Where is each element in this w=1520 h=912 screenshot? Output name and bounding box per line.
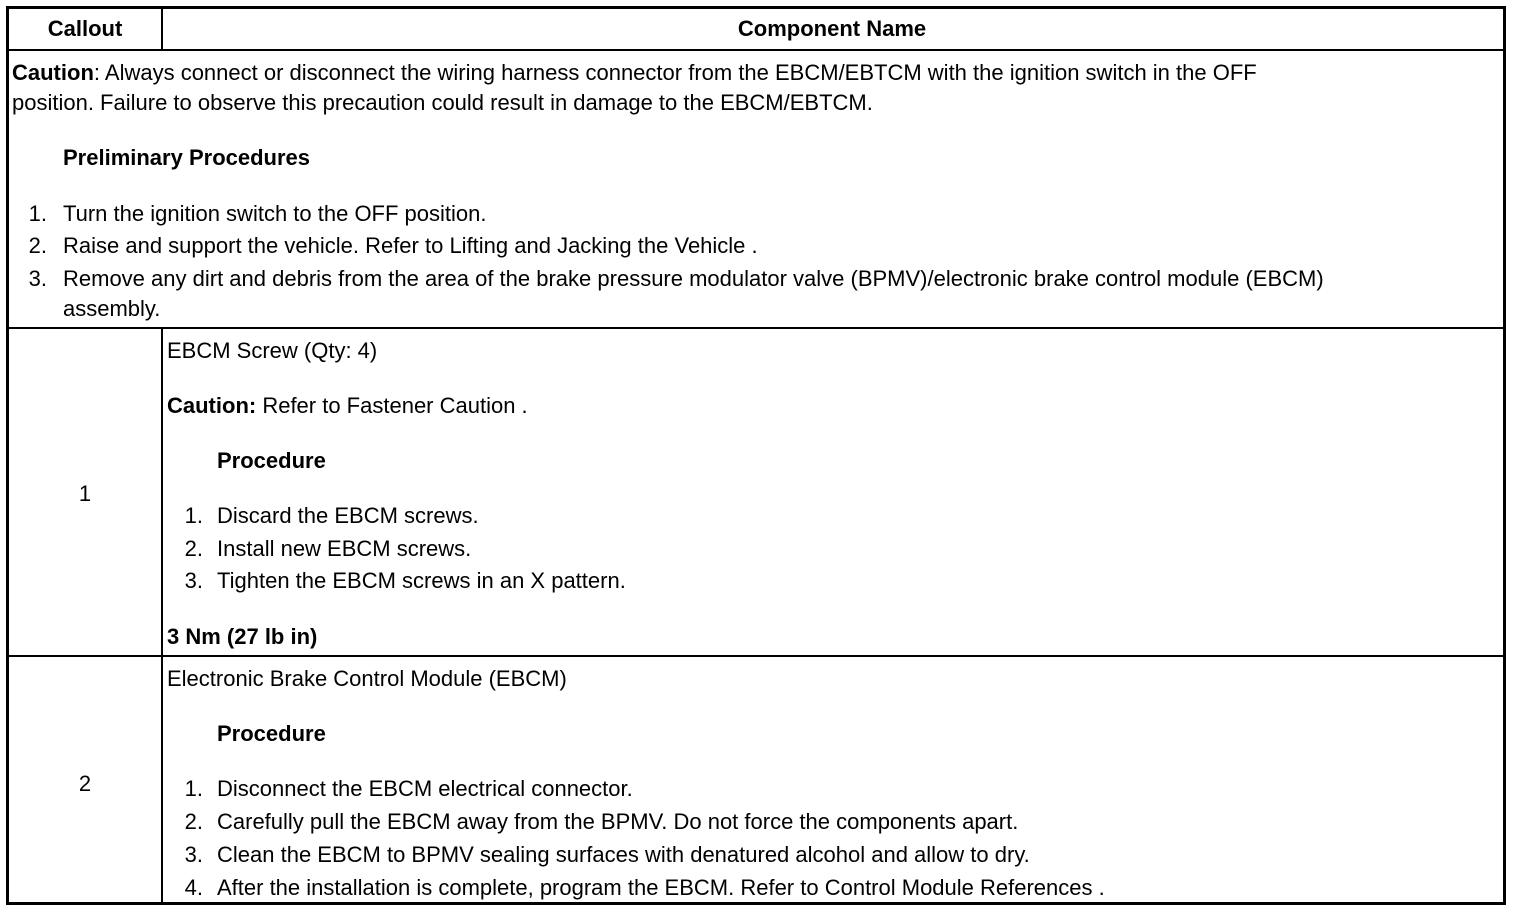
step-number: 1. [184, 776, 203, 801]
step-text: After the installation is complete, program the EBCM. Refer to Control Module References . [217, 875, 1105, 900]
intro-caution-line2: position. Failure to observe this precaution could result in damage to the EBCM/EBTCM. [12, 90, 873, 115]
intro-step-number: 1. [28, 201, 47, 226]
torque-spec: 3 Nm (27 lb in) [167, 624, 318, 649]
intro-step-text-continued: assembly. [63, 296, 161, 321]
intro-caution-text: : Always connect or disconnect the wiring harness connector from the EBCM/EBTCM with the ignition switch in the OFF [93, 60, 1257, 85]
procedure-title: Procedure [217, 448, 326, 473]
procedure-title: Procedure [217, 721, 326, 746]
caution-text: Refer to Fastener Caution . [256, 393, 528, 418]
callout-column-divider [161, 327, 163, 902]
header-divider [9, 49, 1503, 51]
preliminary-procedures-title: Preliminary Procedures [63, 145, 311, 170]
intro-step-number: 2. [28, 233, 47, 258]
step-number: 3. [184, 842, 203, 867]
row1-divider [9, 655, 1503, 657]
step-text: Install new EBCM screws. [217, 536, 472, 561]
step-text: Disconnect the EBCM electrical connector. [217, 776, 633, 801]
step-number: 1. [184, 503, 203, 528]
step-text: Clean the EBCM to BPMV sealing surfaces with denatured alcohol and allow to dry. [217, 842, 1030, 867]
step-text: Discard the EBCM screws. [217, 503, 479, 528]
step-number: 2. [184, 536, 203, 561]
header-callout: Callout [47, 16, 123, 41]
procedure-table [6, 6, 1506, 905]
step-number: 3. [184, 568, 203, 593]
step-text: Tighten the EBCM screws in an X pattern. [217, 568, 626, 593]
component-name: EBCM Screw (Qty: 4) [167, 338, 378, 363]
intro-divider [9, 327, 1503, 329]
step-text: Carefully pull the EBCM away from the BPMV. Do not force the components apart. [217, 809, 1019, 834]
step-number: 2. [184, 809, 203, 834]
callout-number: 2 [78, 771, 92, 796]
intro-step-text: Turn the ignition switch to the OFF position. [63, 201, 487, 226]
intro-step-number: 3. [28, 266, 47, 291]
intro-step-text: Raise and support the vehicle. Refer to Lifting and Jacking the Vehicle . [63, 233, 758, 258]
intro-step-text: Remove any dirt and debris from the area of the brake pressure modulator valve (BPMV)/electronic brake control module (EBCM) [63, 266, 1324, 291]
step-number: 4. [184, 875, 203, 900]
callout-number: 1 [78, 481, 92, 506]
fastener-caution [167, 393, 528, 419]
intro-caution-line1 [12, 60, 1257, 86]
component-name: Electronic Brake Control Module (EBCM) [167, 666, 567, 691]
header-component-name: Component Name [737, 16, 927, 41]
intro-caution-label: Caution [12, 60, 94, 85]
caution-label: Caution: [167, 393, 257, 418]
